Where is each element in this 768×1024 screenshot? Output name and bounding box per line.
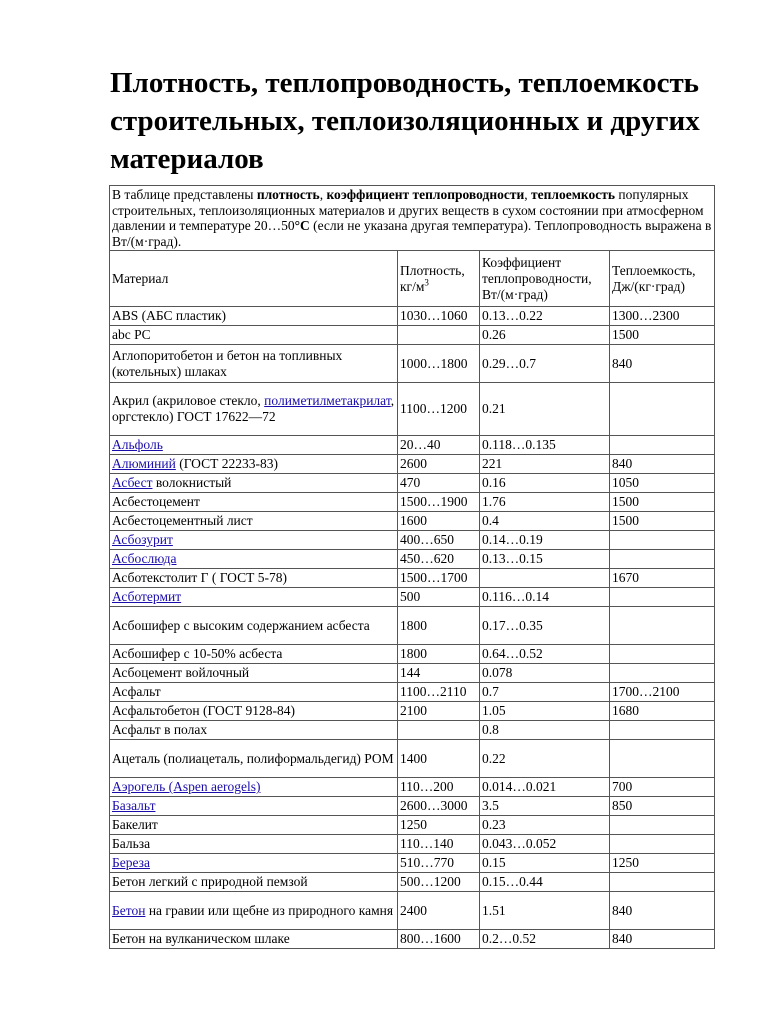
page-title: Плотность, теплопроводность, теплоемкость строительных, теплоизоляционных и других материалов [110,67,700,175]
table-row [110,307,715,326]
cell-material [110,474,398,493]
cell-conductivity: 0.15…0.44 [480,873,610,892]
cell-density: 470 [398,474,480,493]
cell-density: 1000…1800 [398,345,480,383]
cell-conductivity: 0.21 [480,383,610,436]
cell-conductivity: 0.2…0.52 [480,930,610,949]
table-row [110,512,715,531]
cell-density: 20…40 [398,436,480,455]
cell-conductivity: 0.15 [480,854,610,873]
material-text: Бальза [112,836,151,851]
table-row [110,721,715,740]
table-row [110,835,715,854]
cell-density: 800…1600 [398,930,480,949]
cell-conductivity: 0.014…0.021 [480,778,610,797]
cell-material [110,326,398,345]
header-density: Плотность, $кг/м^3$ [398,251,480,307]
cell-conductivity: 1.76 [480,493,610,512]
cell-material [110,607,398,645]
table-row [110,702,715,721]
material-text: , оргстекло) ГОСТ 17622—72 [112,393,395,424]
material-text: Асбошифер с 10-50% асбеста [112,646,283,661]
cell-conductivity [480,569,610,588]
material-text: Асбошифер с высоким содержанием асбеста [112,617,370,633]
cell-density: 500 [398,588,480,607]
material-text: Асфальт в полах [112,722,208,737]
cell-material [110,645,398,664]
cell-conductivity: 1.51 [480,892,610,930]
cell-material [110,455,398,474]
cell-capacity: 1050 [610,474,715,493]
cell-material [110,683,398,702]
cell-conductivity: 0.14…0.19 [480,531,610,550]
material-text: (ГОСТ 22233-83) [175,456,278,471]
table-row [110,455,715,474]
material-text: Асфальт [112,684,161,699]
cell-density: 1500…1900 [398,493,480,512]
cell-conductivity: 0.64…0.52 [480,645,610,664]
cell-capacity [610,816,715,835]
material-text: abc PC [112,327,151,342]
cell-density: 110…140 [398,835,480,854]
cell-density: 1800 [398,645,480,664]
cell-material [110,664,398,683]
cell-density: 144 [398,664,480,683]
header-row [110,251,715,307]
material-prefix: Акрил (акриловое стекло, [112,393,265,408]
cell-conductivity: 0.078 [480,664,610,683]
table-row [110,854,715,873]
cell-capacity [610,383,715,436]
cell-conductivity: 0.4 [480,512,610,531]
material-text: волокнистый [152,475,232,490]
cell-capacity [610,645,715,664]
cell-material [110,493,398,512]
intro-row [110,186,715,251]
header-material: Материал [110,251,398,307]
material-link[interactable]: Асбозурит [112,532,173,547]
cell-conductivity: 0.17…0.35 [480,607,610,645]
cell-capacity [610,436,715,455]
cell-conductivity: 0.118…0.135 [480,436,610,455]
material-link[interactable]: Бетон [112,902,146,918]
material-text: Асфальтобетон (ГОСТ 9128-84) [112,703,296,718]
cell-material [110,873,398,892]
cell-conductivity: 0.116…0.14 [480,588,610,607]
cell-capacity: 700 [610,778,715,797]
cell-capacity: 1680 [610,702,715,721]
cell-conductivity: 0.26 [480,326,610,345]
table-row [110,607,715,645]
table-row [110,683,715,702]
cell-capacity: 1500 [610,326,715,345]
cell-conductivity: 0.13…0.15 [480,550,610,569]
cell-conductivity: 0.23 [480,816,610,835]
material-text: Бакелит [112,817,158,832]
cell-conductivity: 1.05 [480,702,610,721]
cell-conductivity: 3.5 [480,797,610,816]
cell-density: 1500…1700 [398,569,480,588]
material-text: Аглопоритобетон и бетон на топливных (котельных) шлаках [112,347,343,379]
cell-density: 510…770 [398,854,480,873]
cell-density: 2100 [398,702,480,721]
cell-density: 1600 [398,512,480,531]
cell-conductivity: 0.8 [480,721,610,740]
cell-capacity [610,873,715,892]
material-text: Бетон легкий с природной пемзой [112,874,308,889]
cell-capacity [610,588,715,607]
material-text: ABS (АБС пластик) [112,308,227,323]
cell-conductivity: 0.043…0.052 [480,835,610,854]
cell-capacity [610,607,715,645]
cell-material [110,383,398,436]
cell-capacity: 1500 [610,493,715,512]
table-row [110,892,715,930]
table-row [110,816,715,835]
cell-capacity [610,531,715,550]
table-row [110,474,715,493]
cell-material [110,569,398,588]
table-row [110,740,715,778]
table-row [110,778,715,797]
cell-capacity [610,721,715,740]
cell-density: 500…1200 [398,873,480,892]
material-text: Асботекстолит Г ( ГОСТ 5-78) [112,570,287,585]
header-capacity: Теплоемкость, Дж/(кг·град) [610,251,715,307]
cell-material [110,588,398,607]
material-link[interactable]: Асбест [112,475,153,490]
cell-material [110,797,398,816]
cell-conductivity: 0.7 [480,683,610,702]
cell-conductivity: 0.29…0.7 [480,345,610,383]
material-link[interactable]: Береза [112,855,150,870]
table-row [110,588,715,607]
cell-capacity [610,740,715,778]
cell-material [110,740,398,778]
material-link[interactable]: Аэрогель (Aspen aerogels) [112,779,261,794]
cell-conductivity: 221 [480,455,610,474]
cell-material [110,307,398,326]
cell-capacity: 1670 [610,569,715,588]
cell-material [110,531,398,550]
material-text: Ацеталь (полиацеталь, полиформальдегид) POM [112,750,394,766]
cell-density [398,326,480,345]
table-row [110,383,715,436]
cell-density: 2400 [398,892,480,930]
table-row [110,493,715,512]
cell-material [110,778,398,797]
table-row [110,797,715,816]
table-row [110,345,715,383]
material-text: Асбестоцементный лист [112,513,253,528]
cell-material [110,702,398,721]
table-row [110,569,715,588]
cell-material [110,930,398,949]
cell-density: 450…620 [398,550,480,569]
cell-density: 2600 [398,455,480,474]
material-link[interactable]: Альфоль [112,437,163,452]
cell-capacity [610,664,715,683]
cell-material [110,816,398,835]
cell-capacity: 840 [610,345,715,383]
cell-density: 1030…1060 [398,307,480,326]
cell-capacity [610,835,715,854]
intro-text: В таблице представлены плотность, коэффициент теплопроводности, теплоемкость популярных строительных, теплоизоляционных материалов и других веществ в сухом состоянии при атмосферном давлении и температуре 20…50°С (если не указана другая температура). Теплопроводность выражена в Вт/(м·град). [110,186,715,251]
cell-density: 1400 [398,740,480,778]
cell-conductivity: 0.13…0.22 [480,307,610,326]
table-row [110,664,715,683]
cell-material [110,835,398,854]
material-link[interactable]: Асбослюда [112,551,177,566]
cell-capacity: 1700…2100 [610,683,715,702]
material-link[interactable]: полиметилметакрилат [264,393,391,408]
material-link[interactable]: Алюминий [112,456,176,471]
cell-density: 1250 [398,816,480,835]
cell-density [398,721,480,740]
material-text: на гравии или щебне из природного камня [145,902,394,918]
table-row [110,873,715,892]
table-row [110,645,715,664]
cell-capacity: 840 [610,892,715,930]
cell-capacity: 850 [610,797,715,816]
cell-density: 110…200 [398,778,480,797]
table-row [110,436,715,455]
cell-capacity: 840 [610,455,715,474]
cell-capacity: 1300…2300 [610,307,715,326]
cell-density: 400…650 [398,531,480,550]
header-conductivity: Коэффициент теплопроводности, Вт/(м·град) [480,251,610,307]
cell-density: 1800 [398,607,480,645]
cell-material [110,436,398,455]
table-row [110,326,715,345]
material-link[interactable]: Базальт [112,798,156,813]
material-text: Асбестоцемент [112,494,200,509]
cell-material [110,892,398,930]
cell-material [110,721,398,740]
materials-table [109,185,715,949]
table-row [110,930,715,949]
material-text: Асбоцемент войлочный [112,665,250,680]
cell-density: 2600…3000 [398,797,480,816]
material-link[interactable]: Асботермит [112,589,182,604]
cell-capacity: 1500 [610,512,715,531]
cell-density: 1100…1200 [398,383,480,436]
material-text: Бетон на вулканическом шлаке [112,931,290,946]
cell-capacity: 840 [610,930,715,949]
cell-density: 1100…2110 [398,683,480,702]
table-row [110,531,715,550]
cell-capacity: 1250 [610,854,715,873]
table-row [110,550,715,569]
cell-conductivity: 0.22 [480,740,610,778]
cell-material [110,512,398,531]
cell-material [110,550,398,569]
cell-conductivity: 0.16 [480,474,610,493]
cell-capacity [610,550,715,569]
cell-material [110,854,398,873]
cell-material [110,345,398,383]
